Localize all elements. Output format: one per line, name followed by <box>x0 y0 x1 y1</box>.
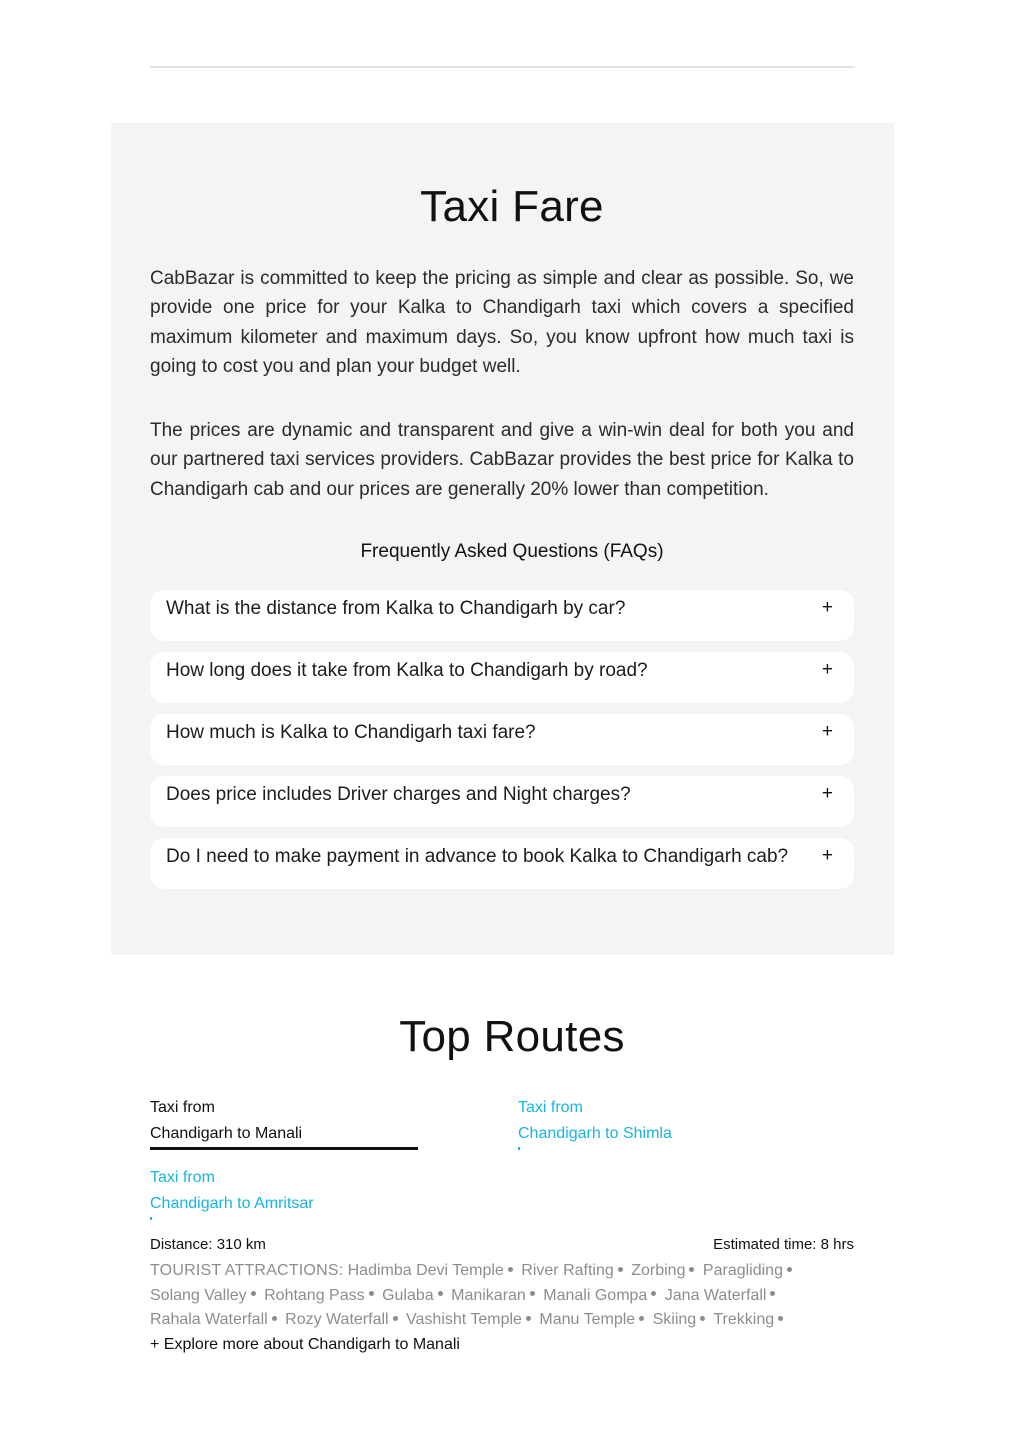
route-tab-line1: Taxi from <box>518 1099 583 1116</box>
attraction-item: River Rafting <box>521 1262 614 1279</box>
explore-more-link[interactable]: + Explore more about Chandigarh to Manali <box>150 1336 460 1353</box>
faq-title: Frequently Asked Questions (FAQs) <box>360 541 664 562</box>
faq-item-distance[interactable] <box>150 590 854 641</box>
attraction-item: Rozy Waterfall <box>285 1311 389 1328</box>
attraction-item: Manali Gompa <box>543 1286 648 1304</box>
fare-paragraph-1: CabBazar is committed to keep the pricing as simple and clear as possible. So, we provide one price for your Kalka to Chandigarh taxi which covers a specified maximum kilometer and maximum days. So, you know upfront how much taxi is going to cost you and plan your budget well. <box>150 268 854 377</box>
attraction-item: Zorbing <box>631 1262 686 1279</box>
attraction-item: Manikaran <box>451 1286 526 1304</box>
route-tab-shimla[interactable] <box>518 1095 786 1151</box>
expand-plus-icon[interactable]: + <box>821 721 833 742</box>
route-tab-line2: Chandigarh to Manali <box>150 1124 303 1142</box>
bullet-dot-icon <box>618 1267 623 1272</box>
faq-question: How much is Kalka to Chandigarh taxi fare? <box>166 722 536 743</box>
bullet-dot-icon <box>272 1316 277 1321</box>
attraction-item: Gulaba <box>382 1286 434 1304</box>
bullet-dot-icon <box>770 1291 775 1296</box>
expand-plus-icon[interactable]: + <box>821 783 833 804</box>
route-tab-line2: Chandigarh to Shimla <box>518 1124 672 1142</box>
tab-underline <box>150 1217 152 1220</box>
tab-underline <box>518 1147 520 1150</box>
top-routes-title: Top Routes <box>399 1012 625 1061</box>
route-tab-line1: Taxi from <box>150 1169 215 1186</box>
bullet-dot-icon <box>778 1316 783 1321</box>
bullet-dot-icon <box>700 1316 705 1321</box>
route-distance: Distance: 310 km <box>150 1236 266 1253</box>
faq-item-charges[interactable] <box>150 776 854 827</box>
attraction-item: Paragliding <box>702 1262 783 1279</box>
bullet-dot-icon <box>251 1291 256 1296</box>
attraction-item: Jana Waterfall <box>664 1286 767 1304</box>
bullet-dot-icon <box>393 1316 398 1321</box>
expand-plus-icon[interactable]: + <box>821 597 833 618</box>
faq-question: What is the distance from Kalka to Chandigarh by car? <box>166 598 626 619</box>
bullet-dot-icon <box>530 1291 535 1296</box>
route-tab-line2: Chandigarh to Amritsar <box>150 1194 314 1212</box>
taxi-fare-title: Taxi Fare <box>420 182 604 231</box>
faq-question: Does price includes Driver charges and Night charges? <box>166 784 631 805</box>
bullet-dot-icon <box>689 1267 694 1272</box>
attractions-label: TOURIST ATTRACTIONS <box>150 1262 339 1279</box>
attraction-item: Manu Temple <box>539 1311 636 1328</box>
taxi-fare-section <box>111 123 894 955</box>
expand-plus-icon[interactable]: + <box>821 659 833 680</box>
attraction-item: Hadimba Devi Temple <box>347 1262 504 1279</box>
attraction-item: Trekking <box>713 1311 775 1328</box>
bullet-dot-icon <box>508 1267 513 1272</box>
top-divider <box>150 66 855 68</box>
faq-question: How long does it take from Kalka to Chandigarh by road? <box>166 660 648 681</box>
faq-item-fare[interactable] <box>150 714 854 765</box>
attraction-item: Solang Valley <box>150 1286 247 1304</box>
attraction-item: Skiing <box>652 1311 697 1328</box>
route-tab-line1: Taxi from <box>150 1099 215 1116</box>
faq-item-advance-payment[interactable] <box>150 838 854 889</box>
attraction-item: Rahala Waterfall <box>150 1311 268 1328</box>
route-estimated-time: Estimated time: 8 hrs <box>713 1236 854 1253</box>
faq-question: Do I need to make payment in advance to book Kalka to Chandigarh cab? <box>166 846 789 867</box>
attraction-item: Vashisht Temple <box>406 1311 522 1328</box>
tourist-attractions: TOURIST ATTRACTIONS: Hadimba Devi Temple River Rafting Zorbing Paragliding Solang Valley Rohtang Pass Gulaba Manikaran Manali Gompa Jana Waterfall Rahala Waterfall Rozy Waterfall Vashisht Temple Manu Temple Skiing Trekking <box>150 1259 840 1333</box>
route-tab-manali[interactable] <box>150 1095 418 1151</box>
bullet-dot-icon <box>651 1291 656 1296</box>
bullet-dot-icon <box>787 1267 792 1272</box>
route-tab-amritsar[interactable] <box>150 1165 418 1221</box>
bullet-dot-icon <box>526 1316 531 1321</box>
bullet-dot-icon <box>369 1291 374 1296</box>
bullet-dot-icon <box>639 1316 644 1321</box>
expand-plus-icon[interactable]: + <box>821 845 833 866</box>
fare-paragraph-2: The prices are dynamic and transparent and give a win-win deal for both you and our partnered taxi services providers. CabBazar provides the best price for Kalka to Chandigarh cab and our prices are generally 20% lower than competition. <box>150 420 854 500</box>
faq-item-duration[interactable] <box>150 652 854 703</box>
active-tab-underline <box>150 1147 418 1150</box>
bullet-dot-icon <box>438 1291 443 1296</box>
attraction-item: Rohtang Pass <box>264 1286 365 1304</box>
